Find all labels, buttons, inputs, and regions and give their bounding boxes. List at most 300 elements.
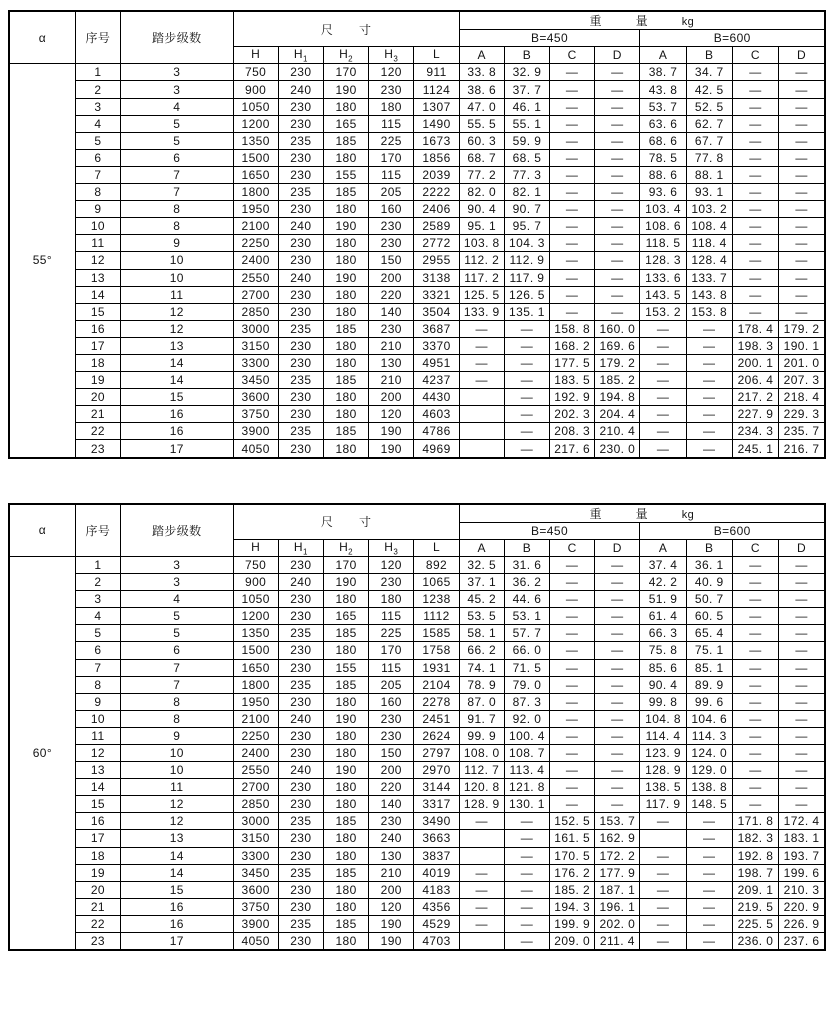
table-cell: —	[732, 98, 778, 115]
table-row	[9, 423, 825, 440]
table-cell: 202. 3	[550, 406, 595, 423]
table-cell: 230	[278, 898, 323, 915]
table-cell: 216. 7	[779, 440, 825, 458]
table-cell: 180	[323, 642, 368, 659]
table-cell: —	[732, 115, 778, 132]
table-cell: 230	[278, 830, 323, 847]
table-cell	[459, 440, 504, 458]
table-cell: —	[732, 269, 778, 286]
table-cell: —	[595, 81, 640, 98]
table-cell: —	[640, 847, 686, 864]
table-cell: 77. 8	[686, 149, 732, 166]
table-cell: 230	[278, 406, 323, 423]
table-cell: 160	[369, 201, 414, 218]
col-header-a450: A	[459, 47, 504, 64]
table-cell: —	[779, 574, 825, 591]
table-row	[9, 727, 825, 744]
table-cell: 1800	[233, 676, 278, 693]
table-row	[9, 659, 825, 676]
table-cell: —	[686, 423, 732, 440]
table-cell: —	[550, 64, 595, 81]
table-cell: 5	[121, 115, 234, 132]
table-cell: 14	[75, 779, 120, 796]
table-cell: 3	[121, 556, 234, 573]
table-cell: 108. 6	[640, 218, 686, 235]
table-cell: 1490	[414, 115, 459, 132]
table-cell: 211. 4	[595, 933, 640, 951]
table-cell: —	[504, 915, 549, 932]
table-cell: 3504	[414, 303, 459, 320]
table-cell: 78. 9	[459, 676, 504, 693]
table-cell: —	[640, 406, 686, 423]
table-cell: —	[640, 389, 686, 406]
table-cell: —	[504, 337, 549, 354]
table-cell: —	[595, 303, 640, 320]
table-cell: 61. 4	[640, 608, 686, 625]
table-cell: —	[550, 286, 595, 303]
table-cell: —	[779, 693, 825, 710]
table-cell: 8	[75, 676, 120, 693]
table-cell: 171. 8	[732, 813, 778, 830]
table-cell: —	[595, 149, 640, 166]
table-cell: 180	[323, 727, 368, 744]
table-cell: 230	[278, 591, 323, 608]
table-cell: 230	[278, 881, 323, 898]
table-cell: 2589	[414, 218, 459, 235]
table-cell: 85. 1	[686, 659, 732, 676]
table-row	[9, 149, 825, 166]
table-cell: 1238	[414, 591, 459, 608]
table-cell: —	[504, 813, 549, 830]
table-cell: 185	[323, 864, 368, 881]
table-cell: 128. 9	[640, 762, 686, 779]
table-cell: 240	[278, 269, 323, 286]
table-cell: 205	[369, 676, 414, 693]
table-cell: 13	[121, 337, 234, 354]
table-row	[9, 762, 825, 779]
table-cell: 1650	[233, 166, 278, 183]
table-row	[9, 591, 825, 608]
table-cell: —	[686, 830, 732, 847]
table-cell: 230	[278, 847, 323, 864]
table-cell: 230	[278, 337, 323, 354]
table-cell: 240	[278, 81, 323, 98]
table-cell: 93. 1	[686, 184, 732, 201]
table-cell: 1585	[414, 625, 459, 642]
table-cell: 180	[323, 591, 368, 608]
table-row	[9, 881, 825, 898]
table-cell: —	[686, 372, 732, 389]
table-cell: 900	[233, 574, 278, 591]
table-cell: 234. 3	[732, 423, 778, 440]
table-cell: 1065	[414, 574, 459, 591]
table-cell: 236. 0	[732, 933, 778, 951]
table-cell: —	[779, 303, 825, 320]
col-header-dimensions: 尺 寸	[233, 504, 459, 540]
table-row	[9, 235, 825, 252]
col-header-c600: C	[732, 47, 778, 64]
table-cell: 185	[323, 372, 368, 389]
col-header-b600: B=600	[640, 522, 825, 539]
table-cell: —	[595, 64, 640, 81]
table-cell: 8	[121, 218, 234, 235]
table-cell: 200. 1	[732, 354, 778, 371]
table-cell: 3321	[414, 286, 459, 303]
table-cell: 63. 6	[640, 115, 686, 132]
table-cell: 201. 0	[779, 354, 825, 371]
table-cell: 3750	[233, 406, 278, 423]
table-cell: 180	[323, 693, 368, 710]
table-cell: 1200	[233, 115, 278, 132]
table-cell: 192. 9	[550, 389, 595, 406]
table-cell: 118. 4	[686, 235, 732, 252]
table-cell: 1500	[233, 642, 278, 659]
table-cell: 15	[75, 796, 120, 813]
table-cell: 750	[233, 556, 278, 573]
table-cell: —	[732, 591, 778, 608]
table-cell: —	[595, 796, 640, 813]
table-cell: 3687	[414, 320, 459, 337]
table-cell: 165	[323, 608, 368, 625]
table-cell	[459, 389, 504, 406]
table-cell: 112. 2	[459, 252, 504, 269]
table-cell: 1758	[414, 642, 459, 659]
table-cell: 71. 5	[504, 659, 549, 676]
col-header-weight	[459, 11, 825, 30]
table-cell: 235	[278, 132, 323, 149]
table-cell: 38. 6	[459, 81, 504, 98]
table-cell: 155	[323, 166, 368, 183]
col-header-weight	[459, 504, 825, 523]
table-cell: 230	[369, 574, 414, 591]
col-header-h3: $H_3$	[369, 47, 414, 64]
table-cell: —	[686, 813, 732, 830]
table-cell: —	[595, 269, 640, 286]
table-cell: 177. 5	[550, 354, 595, 371]
table-cell: —	[640, 440, 686, 458]
table-cell: 183. 1	[779, 830, 825, 847]
table-cell: 99. 6	[686, 693, 732, 710]
table-cell: —	[732, 149, 778, 166]
table-cell: 46. 1	[504, 98, 549, 115]
table-cell: —	[732, 556, 778, 573]
table-cell: 4	[121, 591, 234, 608]
col-header-b450: B=450	[459, 522, 640, 539]
table-cell: 180	[323, 933, 368, 951]
table-cell: —	[732, 762, 778, 779]
table-cell: 75. 1	[686, 642, 732, 659]
col-header-h: H	[233, 47, 278, 64]
table-cell: 230	[278, 389, 323, 406]
table-cell: 1800	[233, 184, 278, 201]
table-cell: 210. 4	[595, 423, 640, 440]
table-cell: 14	[121, 864, 234, 881]
table-cell: 7	[75, 659, 120, 676]
table-cell: 1350	[233, 625, 278, 642]
col-header-b450-sub: B	[504, 539, 549, 556]
table-cell: 129. 0	[686, 762, 732, 779]
table-cell: —	[595, 710, 640, 727]
table-row	[9, 574, 825, 591]
table-cell: 2100	[233, 218, 278, 235]
table-cell: 55. 1	[504, 115, 549, 132]
table-cell: 1856	[414, 149, 459, 166]
table-cell: —	[459, 881, 504, 898]
table-cell: 190	[323, 762, 368, 779]
table-cell: 37. 1	[459, 574, 504, 591]
table-cell: 190	[369, 440, 414, 458]
table-cell: 198. 7	[732, 864, 778, 881]
table-row	[9, 933, 825, 951]
table-cell: 143. 8	[686, 286, 732, 303]
table-cell: 230	[278, 149, 323, 166]
table-cell: 37. 7	[504, 81, 549, 98]
table-cell: 82. 1	[504, 184, 549, 201]
col-header-steps: 踏步级数	[121, 504, 234, 557]
table-cell: 220	[369, 286, 414, 303]
table-cell: 104. 6	[686, 710, 732, 727]
table-cell: —	[640, 372, 686, 389]
table-cell: 180	[323, 303, 368, 320]
table-cell: 128. 4	[686, 252, 732, 269]
table-cell: 8	[75, 184, 120, 201]
table-cell: 2250	[233, 727, 278, 744]
table-cell: 3837	[414, 847, 459, 864]
table-cell: 2850	[233, 796, 278, 813]
table-cell: 2039	[414, 166, 459, 183]
table-cell: 180	[323, 235, 368, 252]
table-row	[9, 320, 825, 337]
table-cell: 10	[75, 710, 120, 727]
table-cell: —	[595, 556, 640, 573]
table-cell: 36. 1	[686, 556, 732, 573]
table-cell: —	[686, 864, 732, 881]
alpha-value: 55°	[9, 64, 75, 458]
table-cell: 12	[121, 813, 234, 830]
table-cell: —	[732, 184, 778, 201]
table-cell: —	[595, 744, 640, 761]
table-row	[9, 218, 825, 235]
table-cell: 1950	[233, 693, 278, 710]
table-cell: —	[550, 591, 595, 608]
table-cell: 2100	[233, 710, 278, 727]
table-cell: 13	[75, 269, 120, 286]
table-cell: 230	[278, 779, 323, 796]
table-row	[9, 64, 825, 81]
table-cell: 153. 7	[595, 813, 640, 830]
table-cell: —	[595, 166, 640, 183]
table-cell: 115	[369, 115, 414, 132]
table-cell: —	[779, 642, 825, 659]
table-cell: 230	[278, 642, 323, 659]
table-cell: 19	[75, 864, 120, 881]
table-row	[9, 372, 825, 389]
table-cell: —	[779, 269, 825, 286]
table-cell: 5	[121, 608, 234, 625]
table-cell: 20	[75, 881, 120, 898]
table-cell: 204. 4	[595, 406, 640, 423]
table-cell: 180	[323, 881, 368, 898]
table-cell: 3900	[233, 423, 278, 440]
table-cell: 12	[121, 796, 234, 813]
table-cell: —	[595, 625, 640, 642]
table-cell: 135. 1	[504, 303, 549, 320]
table-cell: 89. 9	[686, 676, 732, 693]
table-cell: 10	[75, 218, 120, 235]
table-cell: 66. 3	[640, 625, 686, 642]
table-cell: 220. 9	[779, 898, 825, 915]
table-cell: 2400	[233, 744, 278, 761]
table-cell: —	[732, 642, 778, 659]
table-cell: 4183	[414, 881, 459, 898]
table-cell: 51. 9	[640, 591, 686, 608]
table-cell: 4430	[414, 389, 459, 406]
table-cell: 12	[121, 320, 234, 337]
table-cell: 237. 6	[779, 933, 825, 951]
table-cell: 180	[323, 149, 368, 166]
table-cell: 8	[121, 693, 234, 710]
table-cell: 190. 1	[779, 337, 825, 354]
table-cell: 103. 4	[640, 201, 686, 218]
table-cell: 190	[369, 915, 414, 932]
table-cell: 59. 9	[504, 132, 549, 149]
table-cell: 67. 7	[686, 132, 732, 149]
table-cell: —	[732, 779, 778, 796]
table-cell: 182. 3	[732, 830, 778, 847]
table-cell: 52. 5	[686, 98, 732, 115]
table-cell: 133. 6	[640, 269, 686, 286]
table-cell: —	[595, 693, 640, 710]
table-cell: —	[779, 727, 825, 744]
table-cell: 53. 7	[640, 98, 686, 115]
table-cell: 55. 5	[459, 115, 504, 132]
table-cell: —	[686, 933, 732, 951]
table-cell: —	[640, 864, 686, 881]
table-cell: 104. 3	[504, 235, 549, 252]
col-header-h2: $H_2$	[323, 539, 368, 556]
table-cell: 3	[121, 64, 234, 81]
table-cell: 155	[323, 659, 368, 676]
table-cell: 124. 0	[686, 744, 732, 761]
table-cell: —	[779, 710, 825, 727]
table-cell: —	[550, 201, 595, 218]
table-cell: 2222	[414, 184, 459, 201]
table-cell: 150	[369, 252, 414, 269]
table-cell: 17	[75, 830, 120, 847]
table-cell: 150	[369, 744, 414, 761]
table-cell: —	[732, 132, 778, 149]
table-cell: —	[550, 625, 595, 642]
table-cell: 44. 6	[504, 591, 549, 608]
table-cell: —	[732, 574, 778, 591]
table-cell: 2451	[414, 710, 459, 727]
table-cell: 235	[278, 372, 323, 389]
table-cell: —	[732, 608, 778, 625]
col-header-alpha: α	[9, 504, 75, 557]
table-cell: —	[504, 830, 549, 847]
table-cell: 9	[75, 201, 120, 218]
table-cell: 16	[121, 423, 234, 440]
table-cell: —	[779, 286, 825, 303]
col-header-h1: $H_1$	[278, 539, 323, 556]
table-cell: 240	[369, 830, 414, 847]
col-header-h1: $H_1$	[278, 47, 323, 64]
table-cell: 190	[323, 710, 368, 727]
table-cell: 180	[323, 201, 368, 218]
table-cell: 133. 9	[459, 303, 504, 320]
table-cell: —	[686, 915, 732, 932]
table-cell: 235	[278, 813, 323, 830]
table-row	[9, 676, 825, 693]
table-cell	[640, 830, 686, 847]
table-cell: —	[459, 320, 504, 337]
table-cell: —	[595, 252, 640, 269]
table-cell: 4019	[414, 864, 459, 881]
spec-table-55	[8, 10, 826, 459]
table-cell: 240	[278, 574, 323, 591]
table-cell: 235	[278, 864, 323, 881]
col-header-h2: $H_2$	[323, 47, 368, 64]
table-cell: —	[550, 574, 595, 591]
table-cell: 130	[369, 354, 414, 371]
table-cell: 230	[278, 201, 323, 218]
table-cell: 911	[414, 64, 459, 81]
table-cell: 117. 2	[459, 269, 504, 286]
table-cell: —	[595, 608, 640, 625]
table-cell: 210	[369, 864, 414, 881]
table-cell: —	[779, 218, 825, 235]
table-cell: 40. 9	[686, 574, 732, 591]
table-cell: —	[595, 659, 640, 676]
table-cell: 103. 8	[459, 235, 504, 252]
table-cell: 185	[323, 676, 368, 693]
table-row	[9, 796, 825, 813]
table-cell: —	[459, 898, 504, 915]
table-cell: 230	[278, 98, 323, 115]
table-cell: 3150	[233, 337, 278, 354]
table-cell: 7	[75, 166, 120, 183]
table-cell: 53. 1	[504, 608, 549, 625]
table-cell: 11	[121, 779, 234, 796]
table-cell: 32. 9	[504, 64, 549, 81]
col-header-b450: B=450	[459, 30, 640, 47]
table-cell: —	[550, 149, 595, 166]
table-cell: 230	[278, 727, 323, 744]
table-cell: 170	[323, 556, 368, 573]
table-cell: 93. 6	[640, 184, 686, 201]
table-row	[9, 389, 825, 406]
table-cell: 91. 7	[459, 710, 504, 727]
table-cell: 117. 9	[504, 269, 549, 286]
table-cell: —	[779, 252, 825, 269]
table-cell: 3370	[414, 337, 459, 354]
table-cell: 158. 8	[550, 320, 595, 337]
table-cell: —	[459, 337, 504, 354]
table-cell: 120	[369, 556, 414, 573]
table-cell: —	[504, 898, 549, 915]
table-row	[9, 625, 825, 642]
table-cell: 78. 5	[640, 149, 686, 166]
table-cell: 190	[369, 423, 414, 440]
table-cell: 1931	[414, 659, 459, 676]
table-cell: 2406	[414, 201, 459, 218]
table-cell: 19	[75, 372, 120, 389]
table-cell: 33. 8	[459, 64, 504, 81]
table-cell: 4	[75, 115, 120, 132]
table-cell: 37. 4	[640, 556, 686, 573]
table-cell: 3600	[233, 881, 278, 898]
table-cell: —	[686, 320, 732, 337]
